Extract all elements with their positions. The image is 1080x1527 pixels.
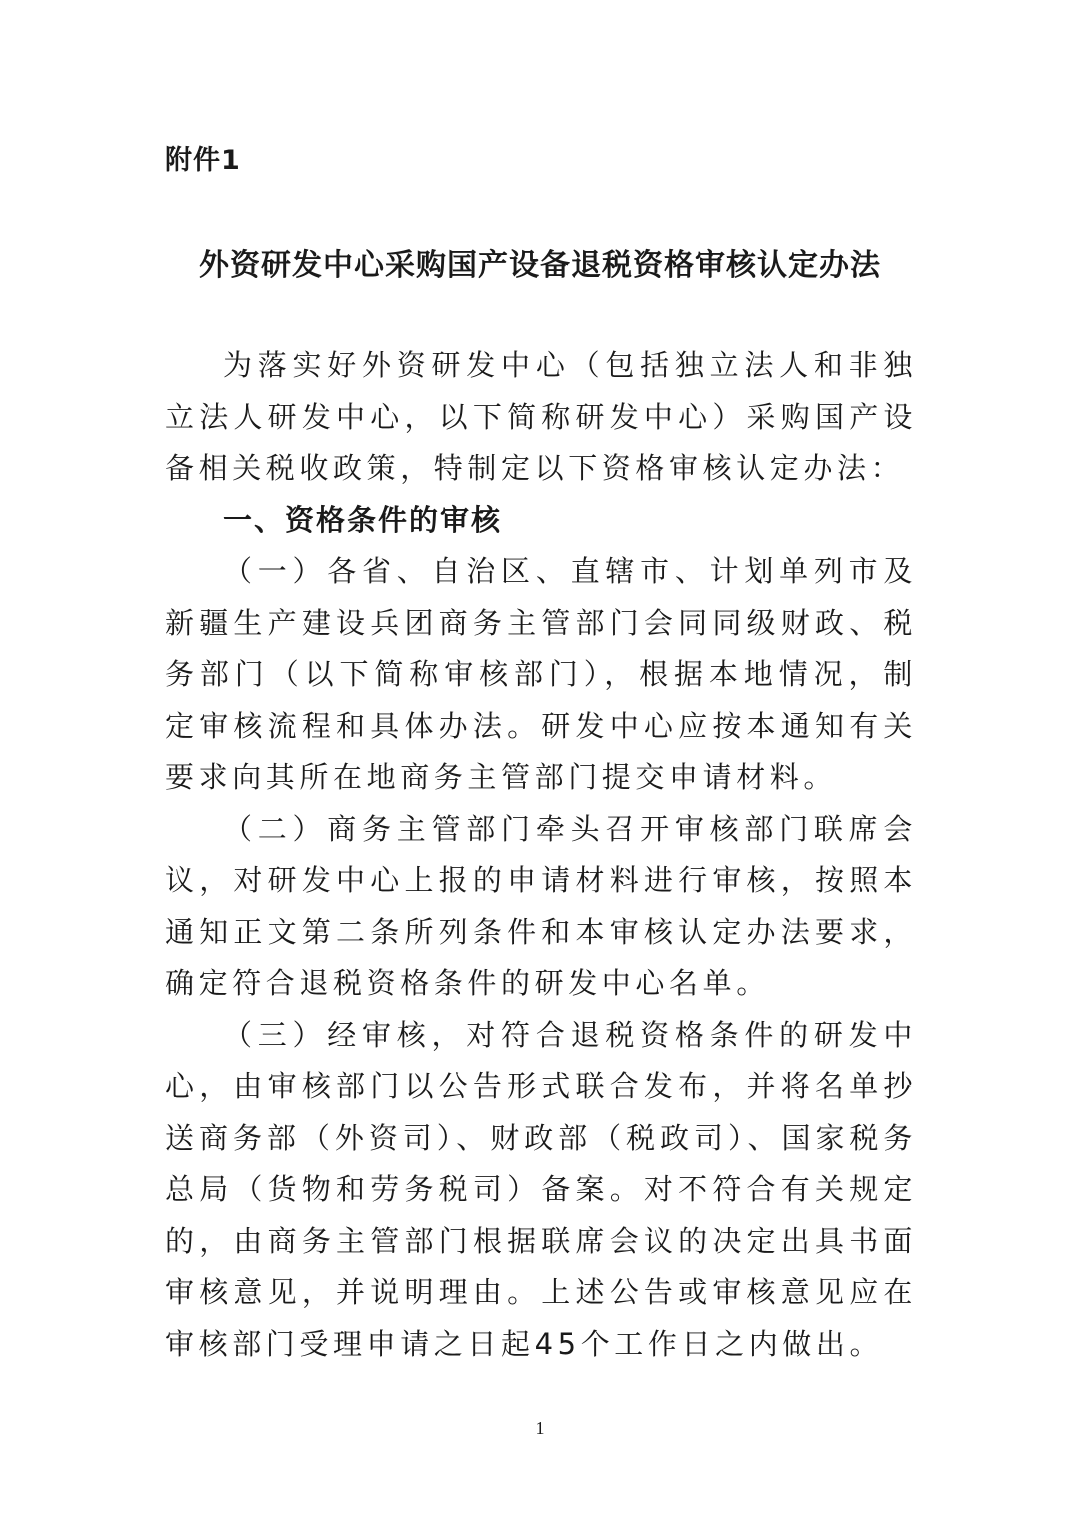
document-title: 外资研发中心采购国产设备退税资格审核认定办法: [199, 248, 881, 283]
paragraph-1: （一）各省、自治区、直辖市、计划单列市及新疆生产建设兵团商务主管部门会同同级财政、税务部门（以下简称审核部门），根据本地情况，制定审核流程和具体办法。研发中心应按本通知有关要求向其所在地商务主管部门提交申请材料。: [165, 554, 917, 794]
paragraph-3: （三）经审核，对符合退税资格条件的研发中心，由审核部门以公告形式联合发布，并将名单抄送商务部（外资司）、财政部（税政司）、国家税务总局（货物和劳务税司）备案。对不符合有关规定的，由商务主管部门根据联席会议的决定出具书面审核意见，并说明理由。上述公告或审核意见应在审核部门受理申请之日起45个工作日之内做出。: [165, 1017, 917, 1361]
document-body: [165, 340, 917, 1370]
intro-paragraph: 为落实好外资研发中心（包括独立法人和非独立法人研发中心，以下简称研发中心）采购国产设备相关税收政策，特制定以下资格审核认定办法：: [165, 348, 917, 485]
page-number: 1: [535, 1418, 545, 1438]
section-heading: 一、资格条件的审核: [223, 502, 503, 537]
paragraph-2: （二）商务主管部门牵头召开审核部门联席会议，对研发中心上报的申请材料进行审核，按照本通知正文第二条所列条件和本审核认定办法要求，确定符合退税资格条件的研发中心名单。: [165, 811, 917, 1000]
attachment-label: 附件1: [165, 145, 241, 176]
